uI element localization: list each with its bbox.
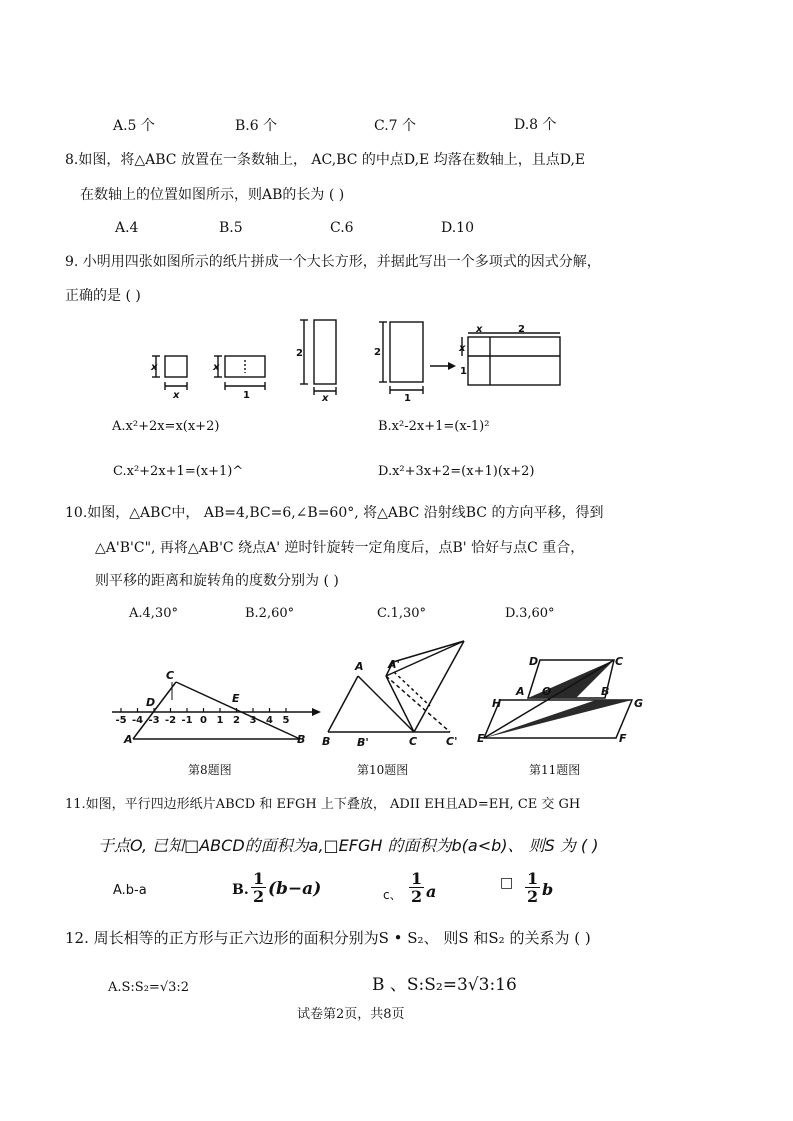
fraction-numerator: 1 bbox=[253, 869, 265, 888]
point-a-label: A bbox=[124, 733, 133, 746]
point-b-label: B bbox=[297, 733, 306, 746]
q11-option-c-expr: a bbox=[426, 882, 437, 901]
label-x: x bbox=[173, 390, 180, 401]
figure-8 bbox=[108, 665, 328, 745]
q12-option-a: A.S:S₂=√3:2 bbox=[108, 980, 190, 995]
point-b-label: B bbox=[601, 685, 610, 698]
segment-ac bbox=[358, 676, 414, 732]
point-c-label: C bbox=[409, 735, 418, 748]
q12-stem: 12. 周长相等的正方形与正六边形的面积分别为S • S₂、 则S 和S₂ 的关系为 ( ) bbox=[65, 929, 591, 947]
q11-option-b-expr: (b−a) bbox=[268, 879, 322, 899]
q9-stem-line2: 正确的是 ( ) bbox=[65, 288, 141, 304]
point-a-label: A bbox=[516, 685, 525, 698]
q8-option-c: C.6 bbox=[330, 220, 354, 236]
piece-rect-x-1 bbox=[225, 356, 265, 377]
label-2: 2 bbox=[518, 324, 525, 335]
label-2: 2 bbox=[374, 347, 381, 358]
q7-option-a: A.5 个 bbox=[113, 118, 155, 134]
point-b-label: B bbox=[322, 735, 331, 748]
q11-option-d-prefix: □ bbox=[500, 875, 514, 891]
number-line-tick-label: 4 bbox=[266, 715, 273, 726]
number-line-tick-label: -3 bbox=[148, 715, 160, 726]
q11-option-c-prefix: c、 bbox=[383, 888, 402, 902]
q9-stem-line1: 9. 小明用四张如图所示的纸片拼成一个大长方形，并据此写出一个多项式的因式分解， bbox=[65, 254, 601, 270]
number-line-tick-label: 2 bbox=[233, 715, 240, 726]
label-x: x bbox=[459, 343, 466, 354]
number-line-tick-label: 0 bbox=[200, 715, 207, 726]
segment-a2-c bbox=[386, 676, 414, 732]
number-line-tick-label: -5 bbox=[115, 715, 127, 726]
q8-option-d: D.10 bbox=[441, 220, 474, 236]
piece-rect-x-2 bbox=[314, 320, 336, 384]
fig8-caption: 第8题图 bbox=[188, 763, 232, 777]
fig11-caption: 第11题图 bbox=[529, 763, 581, 777]
point-c-label: C bbox=[166, 669, 175, 682]
q7-option-d: D.8 个 bbox=[514, 117, 557, 133]
q8-option-a: A.4 bbox=[115, 220, 139, 236]
number-line-tick-label: -1 bbox=[181, 715, 193, 726]
label-x: x bbox=[151, 362, 158, 373]
q10-stem-line3: 则平移的距离和旋转角的度数分别为 ( ) bbox=[95, 573, 339, 589]
label-1: 1 bbox=[404, 393, 411, 404]
label-x: x bbox=[322, 393, 329, 404]
q10-stem-line1: 10.如图，△ABC中， AB=4,BC=6,∠B=60°, 将△ABC 沿射线BC 的方向平移，得到 bbox=[65, 505, 604, 521]
number-line-tick-label: -4 bbox=[131, 715, 144, 726]
point-c2-label: C' bbox=[446, 735, 458, 748]
fraction-denominator: 2 bbox=[527, 887, 539, 906]
fig10-caption: 第10题图 bbox=[357, 763, 409, 777]
q11-option-b-fraction bbox=[251, 871, 266, 905]
piece-assembled bbox=[468, 337, 560, 385]
point-e-label: E bbox=[232, 692, 240, 705]
q10-stem-line2: △A'B'C", 再将△AB'C 绕点A' 逆时针旋转一定角度后，点B' 恰好与点C 重合， bbox=[95, 540, 585, 556]
q11-option-b-prefix: B. bbox=[232, 882, 249, 898]
q8-option-b: B.5 bbox=[219, 220, 243, 236]
point-h-label: H bbox=[492, 697, 502, 710]
number-line-tick-label: 5 bbox=[282, 715, 290, 726]
fraction-denominator: 2 bbox=[253, 887, 265, 906]
label-x: x bbox=[213, 362, 220, 373]
q9-option-d: D.x²+3x+2=(x+1)(x+2) bbox=[378, 464, 535, 479]
q8-stem-line2: 在数轴上的位置如图所示，则AB的长为 ( ) bbox=[80, 187, 345, 203]
q12-option-b: B 、S:S₂=3√3:16 bbox=[372, 975, 517, 995]
q7-option-b: B.6 个 bbox=[235, 118, 278, 134]
q10-option-c: C.1,30° bbox=[377, 606, 427, 621]
point-a-label: A bbox=[355, 660, 364, 673]
page-footer: 试卷第2页，共8页 bbox=[297, 1007, 405, 1022]
q7-option-c: C.7 个 bbox=[374, 118, 417, 134]
q9-option-b: B.x²-2x+1=(x-1)² bbox=[378, 419, 490, 434]
label-1: 1 bbox=[460, 366, 467, 377]
q11-option-a: A.b-a bbox=[113, 883, 147, 898]
q11-option-d-fraction bbox=[525, 871, 540, 905]
q11-stem-line2: 于点O, 已知□ABCD的面积为a,□EFGH 的面积为b(a<b)、 则S 为 ( ) bbox=[98, 836, 599, 855]
q11-stem-line1: 11.如图，平行四边形纸片ABCD 和 EFGH 上下叠放， ADII EH且AD=EH, CE 交 GH bbox=[65, 797, 581, 812]
point-c-label: C bbox=[615, 655, 624, 668]
point-d-label: D bbox=[146, 696, 156, 709]
label-2: 2 bbox=[296, 348, 303, 359]
fraction-denominator: 2 bbox=[411, 887, 423, 906]
q10-option-a: A.4,30° bbox=[129, 606, 178, 621]
fraction-numerator: 1 bbox=[411, 869, 423, 888]
q9-option-a: A.x²+2x=x(x+2) bbox=[112, 419, 220, 434]
q10-option-b: B.2,60° bbox=[245, 606, 295, 621]
number-line-tick-label: -2 bbox=[164, 715, 177, 726]
label-x: x bbox=[476, 324, 483, 335]
rotated-side-2 bbox=[414, 641, 464, 732]
number-line-tick-label: 3 bbox=[249, 715, 257, 726]
figure-11 bbox=[478, 652, 648, 747]
segment-bc bbox=[176, 682, 300, 739]
piece-square-x bbox=[165, 356, 187, 377]
q9-figure bbox=[140, 315, 570, 405]
point-a2-label: A' bbox=[388, 658, 400, 671]
shaded-region-2 bbox=[484, 700, 632, 738]
q11-option-c-fraction bbox=[409, 871, 424, 905]
fraction-numerator: 1 bbox=[527, 869, 539, 888]
point-o-label: O bbox=[542, 685, 552, 698]
q9-option-c: C.x²+2x+1=(x+1)^ bbox=[113, 464, 244, 479]
number-line-tick-label: 1 bbox=[216, 715, 224, 726]
segment-ba bbox=[328, 676, 358, 732]
point-e-label: E bbox=[477, 732, 485, 745]
q8-stem-line1: 8.如图，将△ABC 放置在一条数轴上， AC,BC 的中点D,E 均落在数轴上，且点D,E bbox=[65, 152, 586, 168]
arrow-head-icon bbox=[448, 362, 456, 370]
piece-rect-1-2 bbox=[390, 322, 423, 382]
q11-option-d-expr: b bbox=[542, 880, 554, 899]
point-b2-label: B' bbox=[357, 736, 369, 749]
label-1: 1 bbox=[243, 390, 250, 401]
point-g-label: G bbox=[634, 697, 644, 710]
figure-10 bbox=[318, 636, 468, 751]
q10-option-d: D.3,60° bbox=[505, 606, 555, 621]
point-f-label: F bbox=[619, 732, 627, 745]
point-d-label: D bbox=[529, 655, 539, 668]
